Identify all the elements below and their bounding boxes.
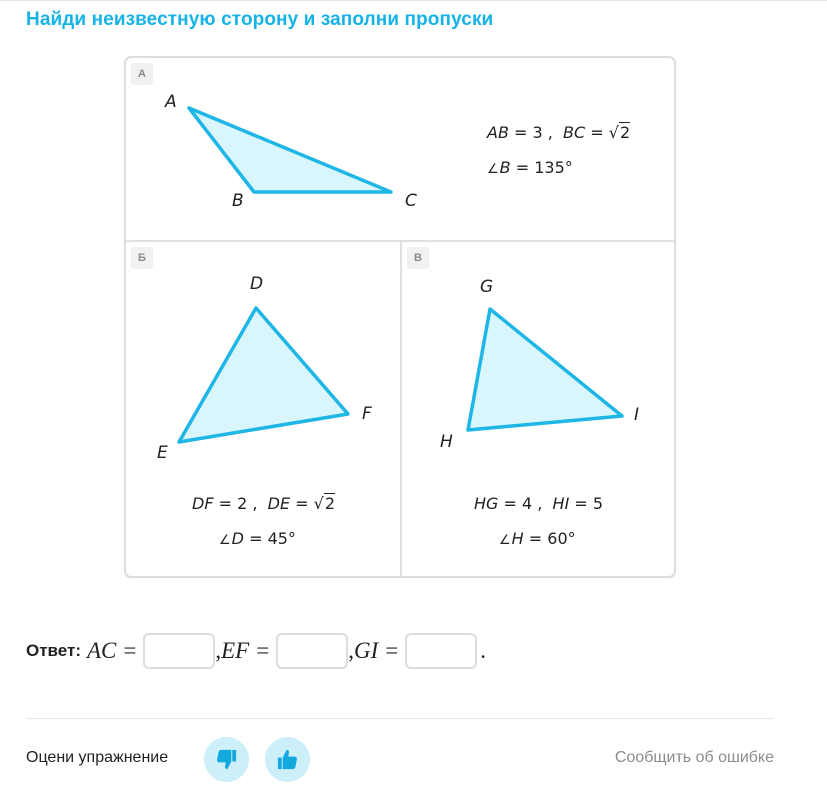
task-figure-card bbox=[124, 56, 676, 578]
side-name: AB bbox=[487, 123, 509, 142]
angle-value: 135° bbox=[534, 158, 573, 177]
exercise-title: Найди неизвестную сторону и заполни пропуски bbox=[26, 9, 494, 30]
radicand: 2 bbox=[619, 123, 631, 142]
vertex-label-i: I bbox=[634, 405, 640, 425]
side-name: HI bbox=[552, 494, 570, 513]
triangle-abc bbox=[189, 108, 391, 192]
side-name: BC bbox=[563, 123, 586, 142]
conditions-sides-a: AB = 3 , BC = √2 bbox=[487, 123, 631, 142]
var-name: GI bbox=[353, 638, 379, 663]
conditions-angle-b: ∠D = 45° bbox=[219, 529, 296, 548]
side-value: 5 bbox=[592, 494, 604, 513]
rate-exercise-label: Оцени упражнение bbox=[26, 749, 169, 766]
side-name: HG bbox=[474, 494, 499, 513]
angle-symbol: ∠ bbox=[499, 533, 511, 548]
sqrt-expression: √2 bbox=[313, 494, 336, 513]
equals-sign: = bbox=[123, 638, 137, 663]
answer-var-gi bbox=[348, 638, 405, 664]
side-name: DE bbox=[267, 494, 291, 513]
panel-tag-a: А bbox=[131, 63, 153, 85]
panel-tag-v: В bbox=[407, 247, 429, 269]
angle-symbol: ∠ bbox=[487, 162, 499, 177]
top-divider bbox=[0, 0, 827, 1]
angle-symbol: ∠ bbox=[219, 533, 231, 548]
vertex-label-h: H bbox=[440, 432, 453, 452]
triangle-ghi bbox=[468, 309, 622, 430]
vertex-label-e: E bbox=[157, 443, 168, 463]
dislike-button[interactable] bbox=[204, 737, 249, 782]
triangle-def bbox=[179, 308, 348, 442]
sqrt-expression: √2 bbox=[608, 123, 631, 142]
thumbs-up-icon bbox=[276, 748, 299, 771]
conditions-angle-v: ∠H = 60° bbox=[499, 529, 576, 548]
var-name: AC bbox=[87, 638, 117, 663]
answer-var-ef bbox=[215, 638, 276, 664]
answer-end-period: . bbox=[480, 638, 486, 663]
answer-label: Ответ: bbox=[26, 641, 81, 660]
conditions-angle-a: ∠B = 135° bbox=[487, 158, 573, 177]
angle-value: 45° bbox=[267, 529, 296, 548]
report-error-link[interactable]: Сообщить об ошибке bbox=[614, 749, 774, 766]
side-value: 3 bbox=[532, 123, 543, 142]
footer-divider bbox=[26, 718, 774, 719]
answer-input-ef[interactable] bbox=[276, 633, 348, 669]
thumbs-down-icon bbox=[215, 748, 238, 771]
angle-vertex: D bbox=[231, 529, 244, 548]
equals-sign: = bbox=[256, 638, 270, 663]
angle-vertex: B bbox=[499, 158, 511, 177]
vertex-label-d: D bbox=[250, 274, 264, 294]
vertex-label-c: C bbox=[405, 191, 417, 211]
side-value: 2 bbox=[237, 494, 248, 513]
answer-input-gi[interactable] bbox=[405, 633, 477, 669]
angle-value: 60° bbox=[547, 529, 576, 548]
angle-vertex: H bbox=[511, 529, 524, 548]
answer-row bbox=[26, 632, 486, 670]
radicand: 2 bbox=[324, 494, 336, 513]
vertex-label-b: B bbox=[232, 191, 244, 211]
side-value: 4 bbox=[522, 494, 533, 513]
like-button[interactable] bbox=[265, 737, 310, 782]
comma: , bbox=[348, 638, 354, 663]
conditions-sides-v: HG = 4 , HI = 5 bbox=[474, 494, 604, 513]
equals-sign: = bbox=[385, 638, 399, 663]
comma: , bbox=[215, 638, 222, 663]
vertex-label-a: A bbox=[165, 92, 177, 112]
var-name: EF bbox=[221, 638, 250, 663]
conditions-sides-b: DF = 2 , DE = √2 bbox=[192, 494, 336, 513]
vertex-label-f: F bbox=[362, 404, 372, 424]
answer-var-ac bbox=[87, 638, 143, 664]
answer-input-ac[interactable] bbox=[143, 633, 215, 669]
panel-tag-b: Б bbox=[131, 247, 153, 269]
vertex-label-g: G bbox=[480, 277, 494, 297]
side-name: DF bbox=[192, 494, 214, 513]
